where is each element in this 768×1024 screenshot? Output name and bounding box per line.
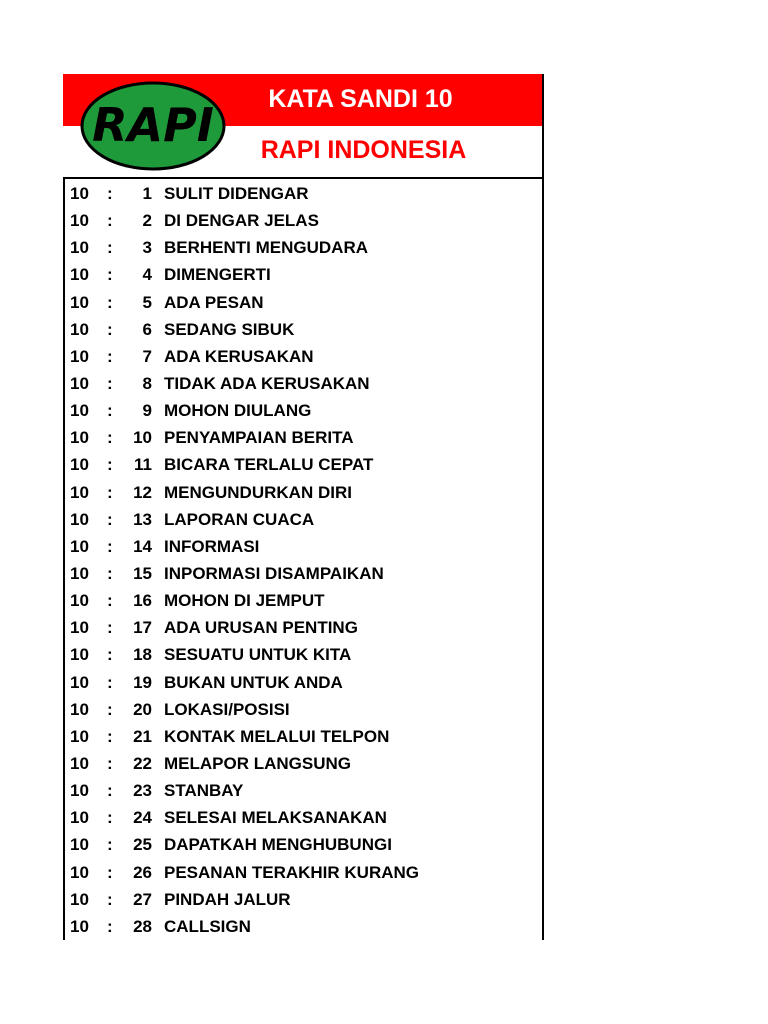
- code-row: [63, 207, 542, 234]
- code-prefix: 10: [70, 672, 89, 692]
- code-number: 26: [133, 862, 152, 882]
- code-meaning: DIMENGERTI: [164, 265, 271, 285]
- code-row: [63, 479, 542, 506]
- code-separator: :: [107, 618, 113, 638]
- code-prefix: 10: [70, 211, 89, 231]
- code-meaning: MELAPOR LANGSUNG: [164, 753, 351, 773]
- code-separator: :: [107, 536, 113, 556]
- code-separator: :: [107, 401, 113, 421]
- code-meaning: DI DENGAR JELAS: [164, 211, 319, 231]
- code-row: [63, 506, 542, 533]
- code-row: [63, 831, 542, 858]
- page-subtitle: RAPI INDONESIA: [260, 136, 467, 164]
- code-prefix: 10: [70, 455, 89, 475]
- code-number: 19: [133, 672, 152, 692]
- code-separator: :: [107, 781, 113, 801]
- code-row: [63, 180, 542, 207]
- code-prefix: 10: [70, 563, 89, 583]
- code-separator: :: [107, 184, 113, 203]
- code-meaning: DAPATKAH MENGHUBUNGI: [164, 835, 392, 855]
- code-separator: :: [107, 563, 113, 583]
- code-number: 12: [133, 482, 152, 502]
- code-meaning: BERHENTI MENGUDARA: [164, 238, 368, 258]
- code-prefix: 10: [70, 373, 89, 393]
- code-prefix: 10: [70, 726, 89, 746]
- code-number: 6: [142, 319, 152, 339]
- code-meaning: MOHON DI JEMPUT: [164, 591, 325, 611]
- code-prefix: 10: [70, 916, 89, 936]
- code-meaning: INPORMASI DISAMPAIKAN: [164, 563, 384, 583]
- code-row: [63, 913, 542, 940]
- code-number: 28: [133, 916, 152, 936]
- code-meaning: BICARA TERLALU CEPAT: [164, 455, 374, 475]
- code-number: 25: [133, 835, 152, 855]
- code-row: [63, 533, 542, 560]
- code-row: [63, 234, 542, 261]
- code-prefix: 10: [70, 238, 89, 258]
- code-row: [63, 316, 542, 343]
- code-row: [63, 397, 542, 424]
- code-prefix: 10: [70, 753, 89, 773]
- code-sheet: [63, 74, 545, 940]
- code-row: [63, 750, 542, 777]
- code-number: 10: [133, 428, 152, 448]
- code-meaning: INFORMASI: [164, 536, 260, 556]
- code-meaning: SEDANG SIBUK: [164, 319, 295, 339]
- code-number: 11: [134, 455, 152, 475]
- sheet-right-border: [542, 74, 544, 940]
- code-separator: :: [107, 455, 113, 475]
- code-meaning: SESUATU UNTUK KITA: [164, 645, 352, 665]
- code-number: 5: [142, 292, 152, 312]
- code-number: 14: [133, 536, 152, 556]
- code-separator: :: [107, 753, 113, 773]
- page-title: KATA SANDI 10: [268, 85, 453, 113]
- header-divider: [63, 177, 544, 179]
- code-prefix: 10: [70, 889, 89, 909]
- code-number: 18: [133, 645, 152, 665]
- code-row: [63, 587, 542, 614]
- code-meaning: LAPORAN CUACA: [164, 509, 315, 529]
- code-prefix: 10: [70, 319, 89, 339]
- code-row: [63, 424, 542, 451]
- code-prefix: 10: [70, 428, 89, 448]
- code-meaning: ADA URUSAN PENTING: [164, 618, 358, 638]
- code-meaning: TIDAK ADA KERUSAKAN: [164, 373, 370, 393]
- code-number: 1: [142, 184, 152, 203]
- code-number: 27: [133, 889, 152, 909]
- code-number: 20: [133, 699, 152, 719]
- code-separator: :: [107, 916, 113, 936]
- code-meaning: CALLSIGN: [164, 916, 251, 936]
- code-meaning: ADA PESAN: [164, 292, 264, 312]
- code-separator: :: [107, 428, 113, 448]
- code-number: 21: [133, 726, 152, 746]
- rapi-logo: [80, 81, 226, 171]
- code-meaning: LOKASI/POSISI: [164, 699, 290, 719]
- code-prefix: 10: [70, 536, 89, 556]
- code-meaning: PESANAN TERAKHIR KURANG: [164, 862, 420, 882]
- code-prefix: 10: [70, 862, 89, 882]
- code-prefix: 10: [70, 292, 89, 312]
- code-separator: :: [107, 726, 113, 746]
- code-meaning: STANBAY: [164, 781, 244, 801]
- code-meaning: PINDAH JALUR: [164, 889, 291, 909]
- code-row: [63, 804, 542, 831]
- code-separator: :: [107, 292, 113, 312]
- code-separator: :: [107, 808, 113, 828]
- code-separator: :: [107, 699, 113, 719]
- code-prefix: 10: [70, 591, 89, 611]
- code-meaning: ADA KERUSAKAN: [164, 346, 314, 366]
- code-separator: :: [107, 591, 113, 611]
- code-prefix: 10: [70, 401, 89, 421]
- code-row: [63, 859, 542, 886]
- code-number: 4: [142, 265, 152, 285]
- code-row: [63, 669, 542, 696]
- code-row: [63, 614, 542, 641]
- code-number: 23: [133, 781, 152, 801]
- code-row: [63, 451, 542, 478]
- code-meaning: MENGUNDURKAN DIRI: [164, 482, 352, 502]
- code-number: 8: [142, 373, 152, 393]
- code-separator: :: [107, 509, 113, 529]
- code-meaning: MOHON DIULANG: [164, 401, 312, 421]
- code-separator: :: [107, 211, 113, 231]
- code-number: 9: [142, 401, 152, 421]
- logo-text: RAPI: [92, 98, 214, 152]
- code-meaning: BUKAN UNTUK ANDA: [164, 672, 343, 692]
- code-separator: :: [107, 482, 113, 502]
- code-number: 15: [133, 563, 152, 583]
- code-separator: :: [107, 889, 113, 909]
- code-separator: :: [107, 265, 113, 285]
- code-meaning: SULIT DIDENGAR: [164, 184, 309, 203]
- code-meaning: PENYAMPAIAN BERITA: [164, 428, 354, 448]
- code-row: [63, 777, 542, 804]
- code-separator: :: [107, 862, 113, 882]
- code-row: [63, 641, 542, 668]
- code-separator: :: [107, 835, 113, 855]
- code-meaning: KONTAK MELALUI TELPON: [164, 726, 390, 746]
- code-row: [63, 289, 542, 316]
- code-prefix: 10: [70, 509, 89, 529]
- code-number: 22: [133, 753, 152, 773]
- code-row: [63, 696, 542, 723]
- code-prefix: 10: [70, 835, 89, 855]
- code-separator: :: [107, 346, 113, 366]
- code-row: [63, 261, 542, 288]
- code-separator: :: [107, 319, 113, 339]
- code-prefix: 10: [70, 618, 89, 638]
- code-number: 17: [133, 618, 152, 638]
- code-row: [63, 886, 542, 913]
- code-separator: :: [107, 373, 113, 393]
- code-prefix: 10: [70, 482, 89, 502]
- code-prefix: 10: [70, 265, 89, 285]
- code-separator: :: [107, 672, 113, 692]
- code-meaning: SELESAI MELAKSANAKAN: [164, 808, 387, 828]
- code-prefix: 10: [70, 346, 89, 366]
- code-prefix: 10: [70, 645, 89, 665]
- code-row: [63, 723, 542, 750]
- code-separator: :: [107, 238, 113, 258]
- code-separator: :: [107, 645, 113, 665]
- code-number: 2: [142, 211, 152, 231]
- code-number: 7: [142, 346, 152, 366]
- code-prefix: 10: [70, 781, 89, 801]
- code-row: [63, 560, 542, 587]
- code-prefix: 10: [70, 184, 89, 203]
- code-prefix: 10: [70, 699, 89, 719]
- code-row: [63, 370, 542, 397]
- code-number: 16: [133, 591, 152, 611]
- code-number: 13: [133, 509, 152, 529]
- code-number: 24: [133, 808, 152, 828]
- code-row: [63, 343, 542, 370]
- code-number: 3: [142, 238, 152, 258]
- code-prefix: 10: [70, 808, 89, 828]
- code-list: [63, 180, 542, 940]
